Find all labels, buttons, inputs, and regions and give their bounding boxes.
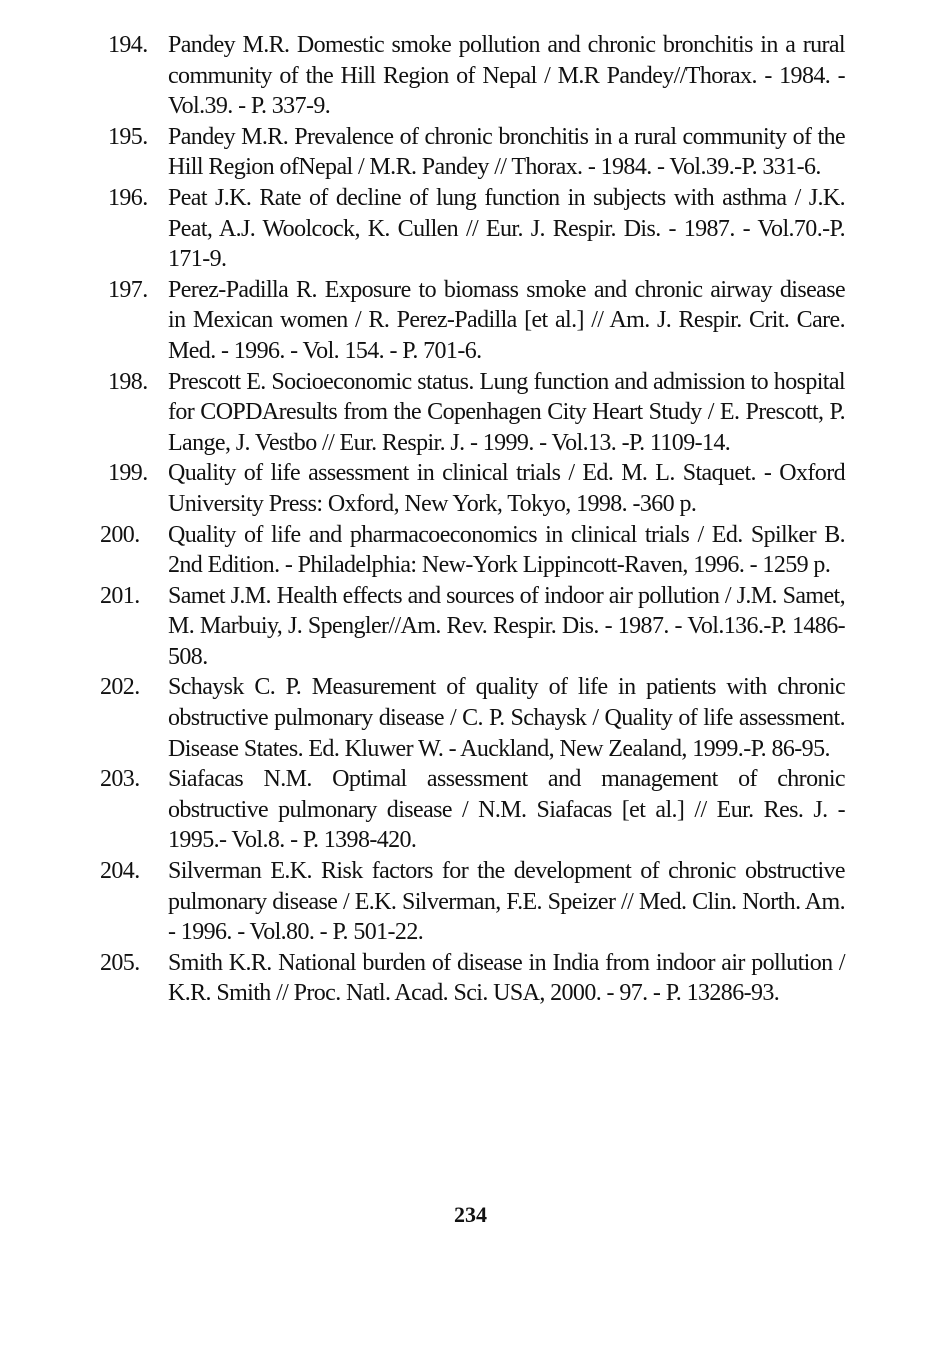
reference-number: 196. <box>108 184 148 211</box>
reference-text: Samet J.M. Health effects and sources of indoor air pollution / J.M. Samet, M. Marbuiy, J. Spengler//Am. Rev. Respir. Dis. - 1987. - Vol.136.-P. 1486-508. <box>168 582 845 670</box>
reference-number: 205. <box>100 949 140 976</box>
reference-text: Silverman E.K. Risk factors for the development of chronic obstructive pulmonary disease / E.K. Silverman, F.E. Speizer // Med. Clin. North. Am. - 1996. - Vol.80. - P. 501-22. <box>168 858 845 946</box>
reference-item <box>100 122 845 183</box>
reference-number: 204. <box>100 858 140 885</box>
reference-item <box>100 275 845 367</box>
reference-number: 194. <box>108 32 148 58</box>
reference-number: 199. <box>108 460 148 487</box>
reference-item <box>100 458 845 519</box>
reference-item <box>100 948 845 1009</box>
reference-item <box>100 183 845 275</box>
reference-number: 200. <box>100 521 140 548</box>
reference-text: Smith K.R. National burden of disease in India from indoor air pollution / K.R. Smith // Proc. Natl. Acad. Sci. USA, 2000. - 97. - P. 13286-93. <box>168 949 845 1007</box>
reference-list <box>100 30 845 1009</box>
page-number: 234 <box>454 1202 487 1227</box>
reference-text: Pandey M.R. Prevalence of chronic bronchitis in a rural community of the Hill Region ofNepal / M.R. Pandey // Thorax. - 1984. - Vol.39.-P. 331-6. <box>168 123 845 181</box>
reference-item <box>100 581 845 673</box>
reference-item <box>100 520 845 581</box>
reference-number: 197. <box>108 276 148 303</box>
reference-text: Pandey M.R. Domestic smoke pollution and chronic bronchitis in a rural community of the Hill Region of Nepal / M.R Pandey//Thorax. - 1984. - Vol.39. - P. 337-9. <box>168 32 845 120</box>
reference-number: 203. <box>100 766 140 793</box>
reference-item <box>100 367 845 459</box>
reference-text: Perez-Padilla R. Exposure to biomass smoke and chronic airway disease in Mexican women / R. Perez-Padilla [et al.] // Am. J. Respir. Crit. Care. Med. - 1996. - Vol. 154. - P. 701-6. <box>168 276 845 364</box>
reference-text: Peat J.K. Rate of decline of lung function in subjects with asthma / J.K. Peat, A.J. Woolcock, K. Cullen // Eur. J. Respir. Dis. - 1987. - Vol.70.-P. 171-9. <box>168 184 845 273</box>
reference-text: Schaysk C. P. Measurement of quality of life in patients with chronic obstructive pulmonary disease / C. P. Schaysk / Quality of life assessment. Disease States. Ed. Kluwer W. - Auckland, New Zealand, 1999.-P. 86-95. <box>168 674 845 762</box>
reference-item <box>100 30 845 122</box>
reference-text: Prescott E. Socioeconomic status. Lung function and admission to hospital for COPDAresults from the Copenhagen City Heart Study / E. Prescott, P. Lange, J. Vestbo // Eur. Respir. J. - 1999. - Vol.13. -P. 1109-14. <box>168 368 845 456</box>
reference-number: 202. <box>100 674 140 701</box>
reference-number: 198. <box>108 368 148 395</box>
reference-text: Siafacas N.M. Optimal assessment and management of chronic obstructive pulmonary disease / N.M. Siafacas [et al.] // Eur. Res. J. - 1995.- Vol.8. - P. 1398-420. <box>168 766 845 854</box>
reference-number: 201. <box>100 582 140 609</box>
reference-item <box>100 764 845 856</box>
reference-text: Quality of life and pharmacoeconomics in clinical trials / Ed. Spilker B. 2nd Edition. - Philadelphia: New-York Lippincott-Raven, 1996. - 1259 p. <box>168 521 845 579</box>
reference-text: Quality of life assessment in clinical trials / Ed. M. L. Staquet. - Oxford University Press: Oxford, New York, Tokyo, 1998. -360 p. <box>168 460 845 517</box>
reference-number: 195. <box>108 123 148 150</box>
reference-item <box>100 856 845 948</box>
reference-item <box>100 672 845 764</box>
